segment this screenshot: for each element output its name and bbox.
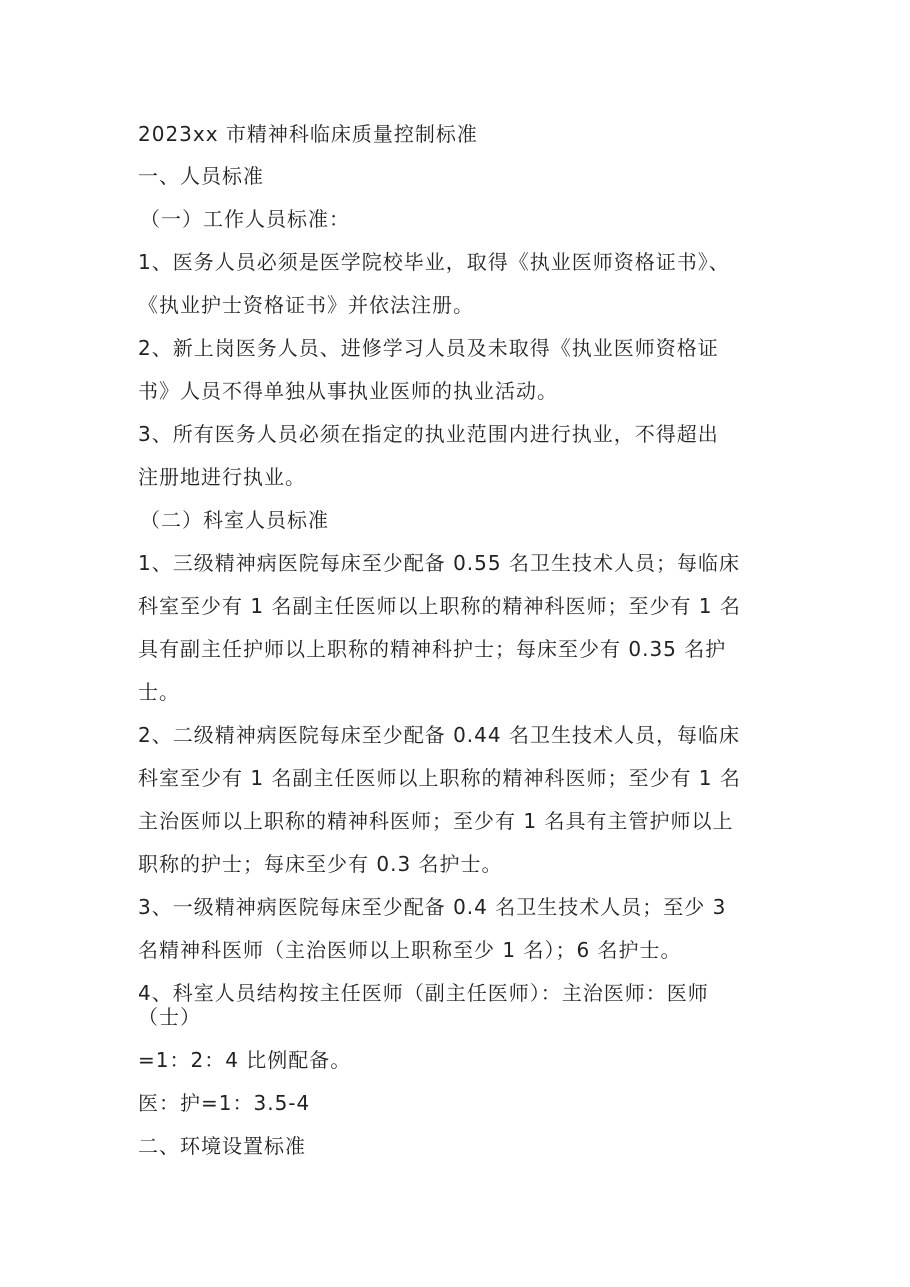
section-heading-personnel: 一、人员标准	[138, 164, 264, 188]
paragraph-line: 医：护=1：3.5-4	[138, 1091, 311, 1115]
paragraph-line: 士。	[138, 680, 180, 704]
paragraph-line: 3、所有医务人员必须在指定的执业范围内进行执业，不得超出	[138, 422, 719, 446]
paragraph-line: 3、一级精神病医院每床至少配备 0.4 名卫生技术人员；至少 3	[138, 895, 727, 919]
paragraph-line: 2、二级精神病医院每床至少配备 0.44 名卫生技术人员，每临床	[138, 723, 740, 747]
paragraph-line: 职称的护士；每床至少有 0.3 名护士。	[138, 852, 503, 876]
document-title: 2023xx 市精神科临床质量控制标准	[138, 122, 478, 146]
paragraph-line: =1：2：4 比例配备。	[138, 1048, 352, 1072]
paragraph-line: （士）	[138, 1005, 201, 1029]
paragraph-line: 2、新上岗医务人员、进修学习人员及未取得《执业医师资格证	[138, 336, 719, 360]
paragraph-line: 书》人员不得单独从事执业医师的执业活动。	[138, 379, 558, 403]
paragraph-line: 名精神科医师（主治医师以上职称至少 1 名）；6 名护士。	[138, 938, 682, 962]
paragraph-line: 科室至少有 1 名副主任医师以上职称的精神科医师；至少有 1 名	[138, 594, 741, 618]
paragraph-line: 4、科室人员结构按主任医师（副主任医师）：主治医师：医师	[138, 981, 709, 1005]
subsection-heading-department: （二）科室人员标准	[140, 508, 329, 532]
paragraph-line: 具有副主任护师以上职称的精神科护士；每床至少有 0.35 名护	[138, 637, 727, 661]
section-heading-environment: 二、环境设置标准	[138, 1134, 306, 1158]
paragraph-line: 主治医师以上职称的精神科医师；至少有 1 名具有主管护师以上	[138, 809, 734, 833]
paragraph-line: 1、医务人员必须是医学院校毕业，取得《执业医师资格证书》、	[138, 250, 730, 274]
paragraph-line: 1、三级精神病医院每床至少配备 0.55 名卫生技术人员；每临床	[138, 551, 740, 575]
subsection-heading-staff: （一）工作人员标准：	[140, 207, 350, 231]
paragraph-line: 科室至少有 1 名副主任医师以上职称的精神科医师；至少有 1 名	[138, 766, 741, 790]
paragraph-line: 注册地进行执业。	[138, 465, 306, 489]
paragraph-line: 《执业护士资格证书》并依法注册。	[138, 293, 474, 317]
